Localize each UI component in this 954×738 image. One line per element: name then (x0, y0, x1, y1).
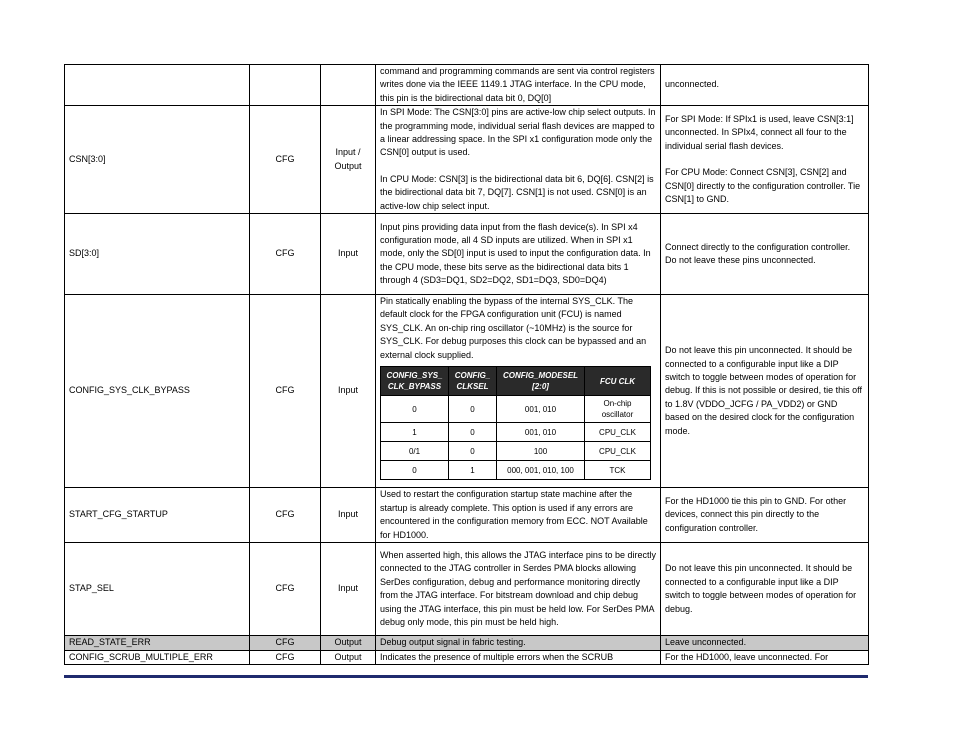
pin-direction-cell: Output (321, 650, 376, 664)
table-row (65, 488, 869, 543)
clock-table-cell: CPU_CLK (585, 442, 651, 461)
pin-name-cell (65, 65, 250, 106)
footer-rule (64, 675, 868, 678)
pin-type-cell: CFG (250, 295, 321, 488)
description-text: command and programming commands are sent via control registers writes done via the IEEE 1149.1 JTAG interface. In the CPU mode, this pin is the bidirectional data bit 0, DQ[0] (380, 66, 655, 103)
clock-table-cell: 1 (381, 423, 449, 442)
clock-table-cell: 0 (381, 396, 449, 423)
table-row (65, 106, 869, 214)
pin-type-cell: CFG (250, 488, 321, 543)
pin-name-cell: STAP_SEL (65, 543, 250, 636)
pin-recommendation-cell (661, 488, 869, 543)
clock-table-header-row (381, 367, 651, 396)
clock-table-header: FCU CLK (585, 367, 651, 396)
pin-name-cell: START_CFG_STARTUP (65, 488, 250, 543)
pin-description-cell (376, 650, 661, 664)
pin-direction-cell: Input (321, 214, 376, 295)
pin-name-cell: SD[3:0] (65, 214, 250, 295)
recommendation-text: For SPI Mode: If SPIx1 is used, leave CSN[3:1] unconnected. In SPIx4, connect all four to the individual serial flash devices. (665, 113, 854, 151)
recommendation-text: Do not leave this pin unconnected. It should be connected to a configurable input like a DIP switch to toggle between modes of operation for debug. (665, 563, 857, 614)
clock-table-cell: 0 (449, 396, 497, 423)
recommendation-text: For the HD1000 tie this pin to GND. For other devices, connect this pin directly to the configuration controller. (665, 495, 847, 533)
description-text: Pin statically enabling the bypass of the internal SYS_CLK. The default clock for the FPGA configuration unit (FCU) is named SYS_CLK. An on-chip ring oscillator (~10MHz) is the source for SYS_CLK. For debug purposes this clock can be bypassed and an external clock supplied. (380, 296, 647, 360)
pin-description-table (64, 64, 869, 665)
pin-recommendation-cell (661, 65, 869, 106)
pin-direction-cell: Input / Output (321, 106, 376, 214)
clock-table-cell: 0 (449, 423, 497, 442)
table-row (65, 636, 869, 650)
pin-description-cell (376, 214, 661, 295)
pin-type-cell: CFG (250, 214, 321, 295)
table-row (65, 65, 869, 106)
pin-direction-cell: Input (321, 295, 376, 488)
description-text: In SPI Mode: The CSN[3:0] pins are active-low chip select outputs. In the programming mode, individual serial flash devices are mapped to a linear addressing space. In the SPI x1 configuration mode only the CSN[0] output is used. (380, 107, 656, 158)
pin-description-cell (376, 636, 661, 650)
paragraph-gap (380, 160, 656, 173)
clock-table-cell: 1 (449, 461, 497, 480)
pin-name-cell: CSN[3:0] (65, 106, 250, 214)
pin-direction-cell: Output (321, 636, 376, 650)
recommendation-text: unconnected. (665, 79, 720, 90)
pin-type-cell (250, 65, 321, 106)
clock-table-cell: 0 (449, 442, 497, 461)
pin-description-cell (376, 106, 661, 214)
description-text: Input pins providing data input from the flash device(s). In SPI x4 configuration mode, all 4 SD inputs are utilized. When in SPI x1 mode, only the SD[0] input is used to input the configuration data. In the CPU mode, these bits serve as the bidirectional data bits 1 through 4 (SD3=DQ1, SD2=DQ2, SD1=DQ3, SD0=DQ4) (380, 221, 651, 286)
pin-recommendation-cell (661, 636, 869, 650)
pin-type-cell: CFG (250, 650, 321, 664)
clock-table-cell: 100 (497, 442, 585, 461)
clock-table-cell: On-chip oscillator (585, 396, 651, 423)
description-text: When asserted high, this allows the JTAG interface pins to be directly connected to the JTAG controller in Serdes PMA blocks allowing SerDes configuration, debug and performance monitoring directly from the JTAG interface. For bitstream download and chip debug using the JTAG interface, this pin must be held low. For SerDes PMA debug only mode, this pin must be held high. (380, 549, 656, 627)
pin-type-cell: CFG (250, 106, 321, 214)
recommendation-text: Connect directly to the configuration controller. Do not leave these pins unconnected. (665, 241, 851, 266)
clock-table-header: CONFIG_ CLKSEL (449, 367, 497, 396)
description-text: Used to restart the configuration startup state machine after the startup is already complete. This option is used if any errors are encountered in the configuration memory from ECC. NOT Available for HD1000. (380, 489, 648, 540)
pin-description-cell (376, 543, 661, 636)
description-text: Indicates the presence of multiple errors when the SCRUB (380, 651, 614, 662)
pin-description-cell (376, 295, 661, 488)
clock-table-cell: 000, 001, 010, 100 (497, 461, 585, 480)
clock-select-table (380, 366, 651, 480)
clock-table-row (381, 442, 651, 461)
pin-recommendation-cell (661, 214, 869, 295)
clock-table-header: CONFIG_MODESEL [2:0] (497, 367, 585, 396)
pin-direction-cell (321, 65, 376, 106)
recommendation-text: For CPU Mode: Connect CSN[3], CSN[2] and CSN[0] directly to the configuration controller. Tie CSN[1] to GND. (665, 167, 861, 204)
table-row (65, 543, 869, 636)
clock-table-cell: 001, 010 (497, 396, 585, 423)
pin-name-cell: CONFIG_SCRUB_MULTIPLE_ERR (65, 650, 250, 664)
pin-recommendation-cell (661, 106, 869, 214)
clock-table-cell: 0/1 (381, 442, 449, 461)
pin-name-cell: CONFIG_SYS_CLK_BYPASS (65, 295, 250, 488)
clock-table-cell: TCK (585, 461, 651, 480)
table-row (65, 295, 869, 488)
pin-recommendation-cell (661, 295, 869, 488)
pin-direction-cell: Input (321, 543, 376, 636)
clock-table-cell: CPU_CLK (585, 423, 651, 442)
pin-recommendation-cell (661, 650, 869, 664)
clock-table-cell: 0 (381, 461, 449, 480)
pin-description-cell (376, 65, 661, 106)
table-row (65, 650, 869, 664)
recommendation-text: Do not leave this pin unconnected. It should be connected to a configurable input like a DIP switch to toggle between modes of operation for debug. If this is not possible or desired, tie this off to 1.8V (VDDO_JCFG / PA_VDD2) or GND based on the desired clock for the configuration mode. (665, 345, 862, 436)
clock-table-cell: 001, 010 (497, 423, 585, 442)
pin-direction-cell: Input (321, 488, 376, 543)
recommendation-text: For the HD1000, leave unconnected. For (665, 651, 829, 662)
paragraph-gap (665, 153, 864, 166)
clock-table-row (381, 396, 651, 423)
clock-table-row (381, 461, 651, 480)
pin-type-cell: CFG (250, 636, 321, 650)
clock-table-header: CONFIG_SYS_ CLK_BYPASS (381, 367, 449, 396)
description-text: Debug output signal in fabric testing. (380, 637, 526, 648)
description-text: In CPU Mode: CSN[3] is the bidirectional data bit 6, DQ[6]. CSN[2] is the bidirectional data bit 7, DQ[7]. CSN[1] is not used. CSN[0] is an active-low chip select input. (380, 173, 654, 211)
pin-description-cell (376, 488, 661, 543)
pin-recommendation-cell (661, 543, 869, 636)
table-row (65, 214, 869, 295)
recommendation-text: Leave unconnected. (665, 637, 747, 648)
pin-type-cell: CFG (250, 543, 321, 636)
clock-table-row (381, 423, 651, 442)
pin-name-cell: READ_STATE_ERR (65, 636, 250, 650)
